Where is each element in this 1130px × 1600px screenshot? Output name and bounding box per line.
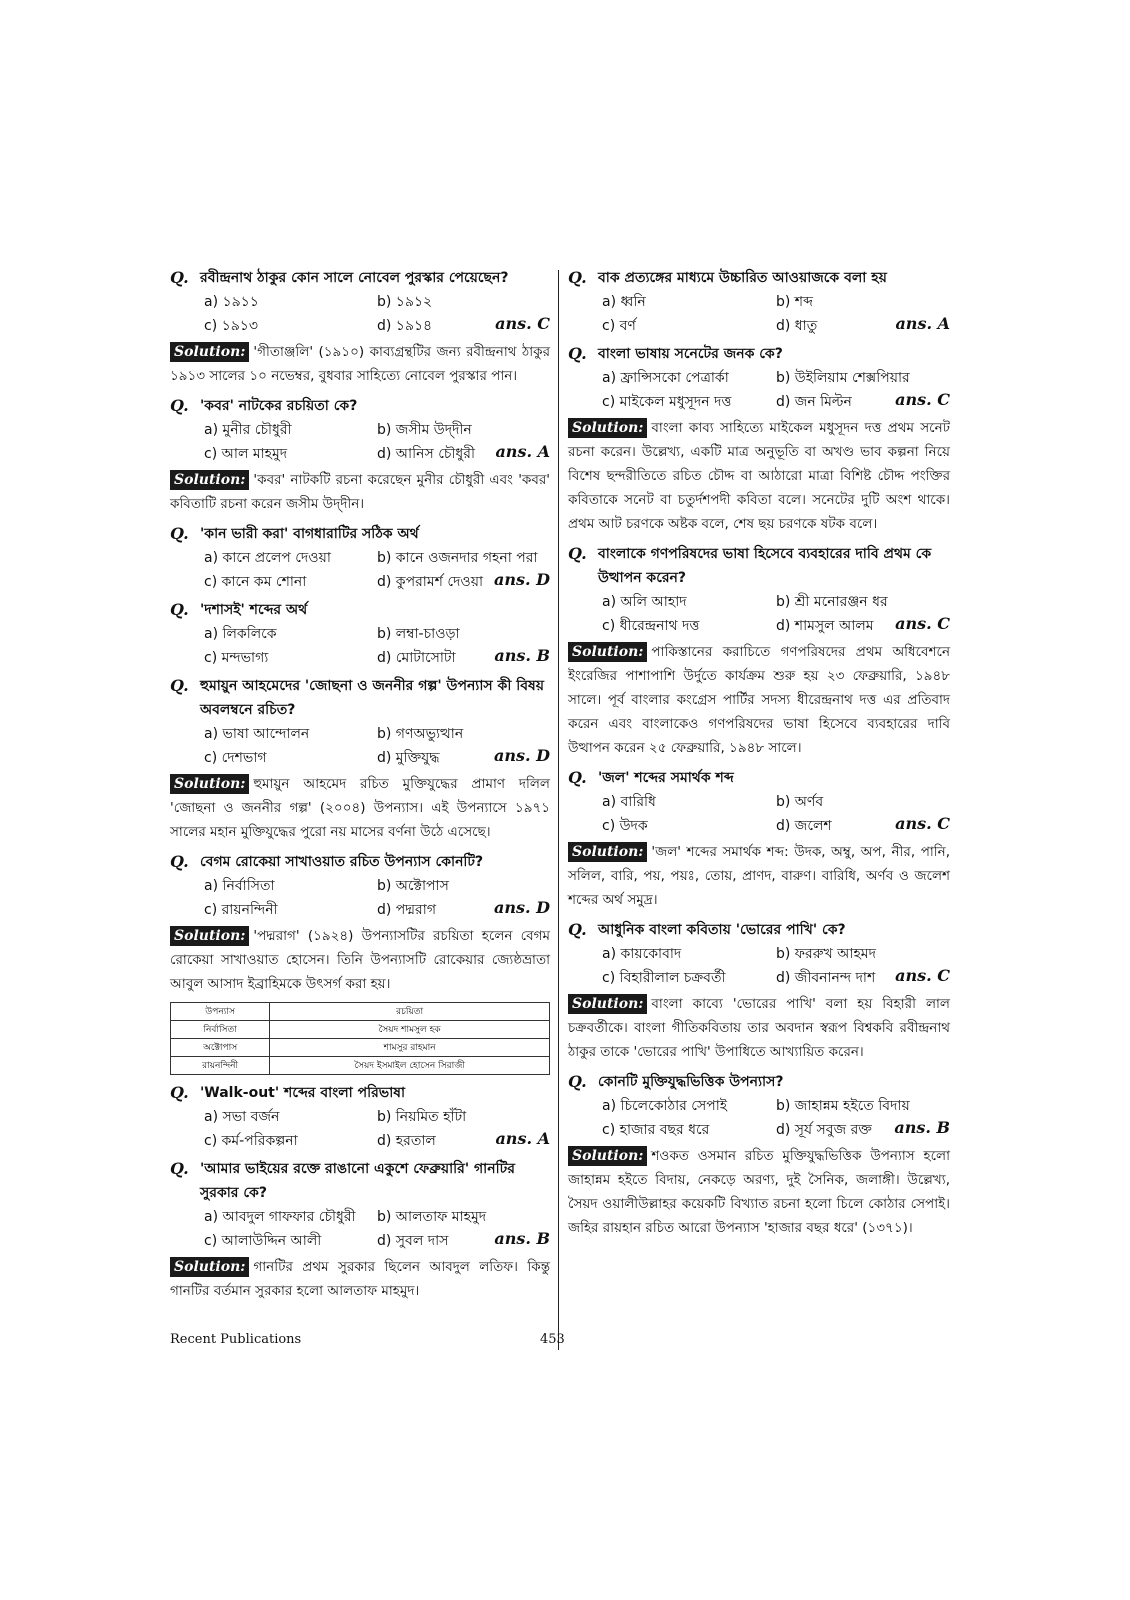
answer-label: ans. B bbox=[894, 1118, 950, 1137]
options bbox=[170, 290, 550, 338]
solution-body: পাকিস্তানের করাচিতে গণপরিষদের প্রথম অধিবেশনে ইংরেজির পাশাপাশি উর্দুতে কার্যক্রম শুরু হয় ২৩ ফেব্রুয়ারি, ১৯৪৮ সালে। পূর্ব বাংলার কংগ্রেস পার্টির সদস্য ধীরেন্দ্রনাথ দত্ত এর প্রতিবাদ করেন এবং বাংলাকেও গণপরিষদের ভাষা হিসেবে ব্যবহারের দাবি উত্থাপন করেন ২৫ ফেব্রুয়ারি, ১৯৪৮ সালে। bbox=[568, 644, 950, 756]
solution-body: 'পদ্মরাগ' (১৯২৪) উপন্যাসটির রচয়িতা হলেন বেগম রোকেয়া সাখাওয়াত হোসেন। তিনি উপন্যাসটি রোকেয়ার জ্যেষ্ঠভ্রাতা আবুল আসাদ ইব্রাহিমকে উৎসর্গ করা হয়। bbox=[170, 928, 550, 992]
question-marker: Q. bbox=[568, 920, 587, 939]
solution-badge: Solution: bbox=[170, 342, 249, 362]
option-b: b) আলতাফ মাহমুদ bbox=[377, 1209, 487, 1225]
solution-text bbox=[170, 772, 550, 844]
question-block bbox=[170, 394, 550, 516]
option-b: b) ১৯১২ bbox=[377, 294, 433, 310]
option-b: b) কানে ওজনদার গহনা পরা bbox=[377, 550, 538, 566]
table-cell: সৈয়দ শামসুল হক bbox=[270, 1021, 550, 1039]
table-header: উপন্যাস bbox=[171, 1003, 270, 1021]
solution-text bbox=[568, 840, 950, 912]
question-marker: Q. bbox=[170, 396, 189, 415]
option-a: a) অলি আহাদ bbox=[602, 594, 687, 610]
solution-body: 'জল' শব্দের সমার্থক শব্দ: উদক, অম্বু, অপ, নীর, পানি, সলিল, বারি, পয়, পয়ঃ, তোয়, প্রাণদ, বারুণ। বারিধি, অর্ণব ও জলেশ শব্দের অর্থ সমুদ্র। bbox=[568, 844, 950, 908]
options bbox=[568, 366, 950, 414]
option-c: c) উদক bbox=[602, 818, 648, 834]
answer-label: ans. C bbox=[895, 390, 950, 409]
option-c: c) মাইকেল মধুসূদন দত্ত bbox=[602, 394, 732, 410]
option-d: d) আনিস চৌধুরী bbox=[377, 446, 475, 462]
option-a: a) কায়কোবাদ bbox=[602, 946, 682, 962]
solution-badge: Solution: bbox=[568, 1146, 647, 1166]
question-text: 'কান ভারী করা' বাগধারাটির সঠিক অর্থ bbox=[200, 526, 419, 542]
option-b: b) জাহান্নম হইতে বিদায় bbox=[776, 1098, 910, 1114]
option-b: b) অর্ণব bbox=[776, 794, 824, 810]
options bbox=[170, 1205, 550, 1253]
option-d: d) কুপরামর্শ দেওয়া bbox=[377, 574, 484, 590]
option-c: c) দেশভাগ bbox=[204, 750, 267, 766]
question-block bbox=[170, 598, 550, 670]
question-marker: Q. bbox=[170, 524, 189, 543]
option-d: d) শামসুল আলম bbox=[776, 618, 874, 634]
option-d: d) মুক্তিযুদ্ধ bbox=[377, 750, 440, 766]
option-d: d) পদ্মরাগ bbox=[377, 902, 436, 918]
option-b: b) নিয়মিত হাঁটা bbox=[377, 1109, 467, 1125]
table-cell: অক্টোপাস bbox=[171, 1039, 270, 1057]
option-d: d) হরতাল bbox=[377, 1133, 436, 1149]
table-row bbox=[171, 1021, 550, 1039]
answer-label: ans. D bbox=[493, 898, 550, 917]
option-a: a) আবদুল গাফফার চৌধুরী bbox=[204, 1209, 356, 1225]
table-header-row bbox=[171, 1003, 550, 1021]
question-text: 'Walk-out' শব্দের বাংলা পরিভাষা bbox=[200, 1085, 406, 1101]
option-a: a) মুনীর চৌধুরী bbox=[204, 422, 292, 438]
options bbox=[170, 1105, 550, 1153]
solution-text bbox=[170, 1255, 550, 1303]
question-block bbox=[170, 522, 550, 594]
option-b: b) অক্টোপাস bbox=[377, 878, 449, 894]
solution-body: শওকত ওসমান রচিত মুক্তিযুদ্ধভিত্তিক উপন্যাস হলো জাহান্নম হইতে বিদায়, নেকড়ে অরণ্য, দুই সৈনিক, জলাঙ্গী। উল্লেখ্য, সৈয়দ ওয়ালীউল্লাহর কয়েকটি বিখ্যাত রচনা হলো চিলে কোঠার সেপাই। জহির রায়হান রচিত আরো উপন্যাস 'হাজার বছর ধরে' (১৩৭১)। bbox=[568, 1148, 950, 1236]
column-divider bbox=[558, 270, 559, 1350]
option-d: d) জীবনানন্দ দাশ bbox=[776, 970, 876, 986]
options bbox=[568, 290, 950, 338]
answer-label: ans. B bbox=[494, 646, 550, 665]
solution-badge: Solution: bbox=[170, 1257, 249, 1277]
option-c: c) কানে কম শোনা bbox=[204, 574, 307, 590]
question-marker: Q. bbox=[568, 544, 587, 563]
question-text: রবীন্দ্রনাথ ঠাকুর কোন সালে নোবেল পুরস্কার পেয়েছেন? bbox=[200, 270, 509, 286]
question-block bbox=[568, 266, 950, 338]
question-text: বেগম রোকেয়া সাখাওয়াত রচিত উপন্যাস কোনটি? bbox=[200, 854, 484, 870]
option-c: c) ধীরেন্দ্রনাথ দত্ত bbox=[602, 618, 700, 634]
question-text: 'দশাসই' শব্দের অর্থ bbox=[200, 602, 308, 618]
option-a: a) লিকলিকে bbox=[204, 626, 277, 642]
option-c: c) আল মাহমুদ bbox=[204, 446, 288, 462]
option-c: c) রায়নন্দিনী bbox=[204, 902, 278, 918]
table-cell: সৈয়দ ইসমাইল হোসেন সিরাজী bbox=[270, 1057, 550, 1075]
solution-badge: Solution: bbox=[170, 774, 249, 794]
solution-badge: Solution: bbox=[568, 842, 647, 862]
option-b: b) লম্বা-চাওড়া bbox=[377, 626, 460, 642]
question-text: 'জল' শব্দের সমার্থক শব্দ bbox=[598, 770, 734, 786]
question-block bbox=[568, 542, 950, 760]
question-text: বাংলাকে গণপরিষদের ভাষা হিসেবে ব্যবহারের দাবি প্রথম কে উত্থাপন করেন? bbox=[598, 546, 932, 586]
solution-badge: Solution: bbox=[170, 470, 249, 490]
solution-text bbox=[170, 924, 550, 996]
option-a: a) ১৯১১ bbox=[204, 294, 259, 310]
solution-body: 'কবর' নাটকটি রচনা করেছেন মুনীর চৌধুরী এবং 'কবর' কবিতাটি রচনা করেন জসীম উদ্‌দীন। bbox=[170, 472, 550, 512]
option-d: d) মোটাসোটা bbox=[377, 650, 456, 666]
option-d: d) ১৯১৪ bbox=[377, 318, 433, 334]
solution-text bbox=[170, 340, 550, 388]
solution-badge: Solution: bbox=[170, 926, 249, 946]
question-block bbox=[170, 1081, 550, 1153]
option-c: c) মন্দভাগ্য bbox=[204, 650, 269, 666]
question-marker: Q. bbox=[568, 344, 587, 363]
question-text: 'আমার ভাইয়ের রক্তে রাঙানো একুশে ফেব্রুয়ারি' গানটির সুরকার কে? bbox=[200, 1161, 515, 1201]
left-column bbox=[170, 266, 550, 1309]
option-a: a) ভাষা আন্দোলন bbox=[204, 726, 310, 742]
right-column bbox=[568, 266, 950, 1246]
option-c: c) হাজার বছর ধরে bbox=[602, 1122, 710, 1138]
answer-label: ans. D bbox=[493, 746, 550, 765]
solution-badge: Solution: bbox=[568, 994, 647, 1014]
options bbox=[170, 418, 550, 466]
option-d: d) সুবল দাস bbox=[377, 1233, 449, 1249]
question-text: আধুনিক বাংলা কবিতায় 'ভোরের পাখি' কে? bbox=[598, 922, 846, 938]
question-marker: Q. bbox=[170, 852, 189, 871]
option-c: c) বিহারীলাল চক্রবর্তী bbox=[602, 970, 726, 986]
solution-body: গানটির প্রথম সুরকার ছিলেন আবদুল লতিফ। কিন্তু গানটির বর্তমান সুরকার হলো আলতাফ মাহমুদ। bbox=[170, 1259, 550, 1299]
option-a: a) বারিধি bbox=[602, 794, 656, 810]
question-block bbox=[568, 918, 950, 1064]
option-b: b) ফররুখ আহমদ bbox=[776, 946, 876, 962]
question-marker: Q. bbox=[568, 768, 587, 787]
options bbox=[568, 590, 950, 638]
solution-text bbox=[568, 1144, 950, 1240]
question-text: 'কবর' নাটকের রচয়িতা কে? bbox=[200, 398, 358, 414]
option-c: c) বর্ণ bbox=[602, 318, 636, 334]
question-marker: Q. bbox=[170, 600, 189, 619]
solution-badge: Solution: bbox=[568, 418, 647, 438]
answer-label: ans. C bbox=[895, 614, 950, 633]
question-block bbox=[170, 850, 550, 1075]
question-block bbox=[170, 674, 550, 844]
solution-body: বাংলা কাব্যে 'ভোরের পাখি' বলা হয় বিহারী লাল চক্রবর্তীকে। বাংলা গীতিকবিতায় তার অবদান স্বরূপ বিশ্বকবি রবীন্দ্রনাথ ঠাকুর তাকে 'ভোরের পাখি' উপাধিতে আখ্যায়িত করেন। bbox=[568, 996, 950, 1060]
table-cell: শামসুর রাহমান bbox=[270, 1039, 550, 1057]
question-block bbox=[568, 342, 950, 536]
table-row bbox=[171, 1057, 550, 1075]
option-d: d) জলেশ bbox=[776, 818, 832, 834]
options bbox=[568, 790, 950, 838]
page-number: 453 bbox=[540, 1332, 565, 1347]
option-b: b) উইলিয়াম শেক্সপিয়ার bbox=[776, 370, 910, 386]
option-b: b) গণঅভ্যুত্থান bbox=[377, 726, 464, 742]
table-cell: নির্বাসিতা bbox=[171, 1021, 270, 1039]
question-marker: Q. bbox=[170, 268, 189, 287]
option-b: b) শব্দ bbox=[776, 294, 813, 310]
option-b: b) শ্রী মনোরঞ্জন ধর bbox=[776, 594, 888, 610]
question-marker: Q. bbox=[170, 676, 189, 695]
question-text: হুমায়ুন আহমেদের 'জোছনা ও জননীর গল্প' উপন্যাস কী বিষয় অবলম্বনে রচিত? bbox=[200, 678, 544, 718]
answer-label: ans. A bbox=[895, 314, 950, 333]
option-c: c) আলাউদ্দিন আলী bbox=[204, 1233, 322, 1249]
question-block bbox=[568, 766, 950, 912]
answer-label: ans. D bbox=[493, 570, 550, 589]
answer-label: ans. B bbox=[494, 1229, 550, 1248]
solution-text bbox=[568, 416, 950, 536]
option-c: c) কর্ম-পরিকল্পনা bbox=[204, 1133, 298, 1149]
option-d: d) সূর্য সবুজ রক্ত bbox=[776, 1122, 872, 1138]
question-text: বাক প্রত্যঙ্গের মাধ্যমে উচ্চারিত আওয়াজকে বলা হয় bbox=[598, 270, 887, 286]
solution-body: বাংলা কাব্য সাহিত্যে মাইকেল মধুসূদন দত্ত প্রথম সনেট রচনা করেন। উল্লেখ্য, একটি মাত্র অনুভূতি বা অখণ্ড ভাব কল্পনা নিয়ে বিশেষ ছন্দরীতিতে রচিত চৌদ্দ বা আঠারো মাত্রা বিশিষ্ট চৌদ্দ পংক্তির কবিতাকে সনেট বা চতুর্দশপদী কবিতা বলে। সনেটের দুটি অংশ থাকে। প্রথম আট চরণকে অষ্টক বলে, শেষ ছয় চরণকে ষটক বলে। bbox=[568, 420, 950, 532]
question-block bbox=[170, 266, 550, 388]
question-block bbox=[170, 1157, 550, 1303]
table-header: রচয়িতা bbox=[270, 1003, 550, 1021]
solution-body: 'গীতাঞ্জলি' (১৯১০) কাব্যগ্রন্থটির জন্য রবীন্দ্রনাথ ঠাকুর ১৯১৩ সালের ১০ নভেম্বর, বুধবার সাহিত্যে নোবেল পুরস্কার পান। bbox=[170, 344, 550, 384]
question-marker: Q. bbox=[568, 1072, 587, 1091]
question-text: কোনটি মুক্তিযুদ্ধভিত্তিক উপন্যাস? bbox=[598, 1074, 784, 1090]
option-b: b) জসীম উদ্‌দীন bbox=[377, 422, 472, 438]
answer-label: ans. C bbox=[495, 314, 550, 333]
answer-label: ans. A bbox=[495, 1129, 550, 1148]
answer-label: ans. C bbox=[895, 966, 950, 985]
option-a: a) ফ্রান্সিসকো পেত্রার্কা bbox=[602, 370, 729, 386]
solution-body: হুমায়ুন আহমেদ রচিত মুক্তিযুদ্ধের প্রামাণ দলিল 'জোছনা ও জননীর গল্প' (২০০৪) উপন্যাস। এই উপন্যাসে ১৯৭১ সালের মহান মুক্তিযুদ্ধের পুরো নয় মাসের বর্ণনা উঠে এসেছে। bbox=[170, 776, 550, 840]
table-cell: রায়নন্দিনী bbox=[171, 1057, 270, 1075]
solution-text bbox=[568, 992, 950, 1064]
answer-label: ans. A bbox=[495, 442, 550, 461]
solution-text bbox=[568, 640, 950, 760]
novel-author-table bbox=[170, 1002, 550, 1075]
question-marker: Q. bbox=[170, 1083, 189, 1102]
options bbox=[568, 1094, 950, 1142]
option-a: a) ধ্বনি bbox=[602, 294, 646, 310]
question-marker: Q. bbox=[170, 1159, 189, 1178]
solution-text bbox=[170, 468, 550, 516]
options bbox=[568, 942, 950, 990]
answer-label: ans. C bbox=[895, 814, 950, 833]
option-a: a) নির্বাসিতা bbox=[204, 878, 275, 894]
options bbox=[170, 622, 550, 670]
question-marker: Q. bbox=[568, 268, 587, 287]
option-d: d) ধাতু bbox=[776, 318, 818, 334]
question-text: বাংলা ভাষায় সনেটের জনক কে? bbox=[598, 346, 783, 362]
option-d: d) জন মিল্টন bbox=[776, 394, 852, 410]
solution-badge: Solution: bbox=[568, 642, 647, 662]
option-c: c) ১৯১৩ bbox=[204, 318, 258, 334]
question-block bbox=[568, 1070, 950, 1240]
option-a: a) চিলেকোঠার সেপাই bbox=[602, 1098, 728, 1114]
option-a: a) কানে প্রলেপ দেওয়া bbox=[204, 550, 331, 566]
option-a: a) সভা বর্জন bbox=[204, 1109, 280, 1125]
table-row bbox=[171, 1039, 550, 1057]
publisher-footer: Recent Publications bbox=[170, 1332, 302, 1347]
